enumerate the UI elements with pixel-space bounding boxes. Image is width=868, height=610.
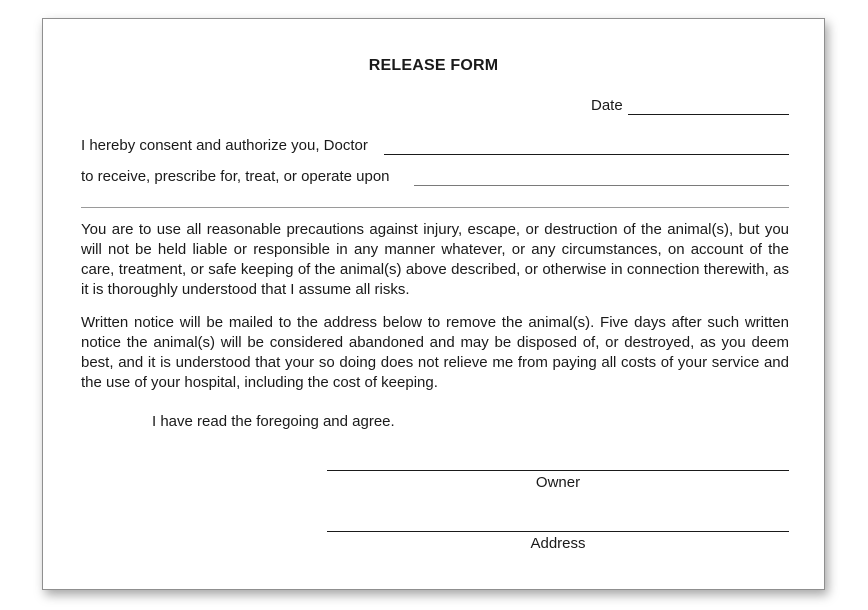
receive-label: to receive, prescribe for, treat, or operate upon: [81, 168, 390, 185]
animal-field[interactable]: [81, 168, 789, 188]
notice-paragraph: Written notice will be mailed to the address below to remove the animal(s). Five days after such written notice the animal(s) will be considered abandoned and may be disposed of, or destroyed, as you deem best, and it is understood that your so doing does not relieve me from paying all costs of your service and the use of your hospital, including the cost of keeping.: [81, 314, 789, 391]
animal-blank-line[interactable]: [414, 185, 789, 186]
doctor-blank-line[interactable]: [384, 154, 789, 155]
doctor-label: I hereby consent and authorize you, Doctor: [81, 137, 368, 154]
date-blank-line[interactable]: [628, 114, 789, 115]
section-divider: [81, 207, 789, 208]
address-line[interactable]: [327, 531, 789, 532]
release-form-sheet: [42, 18, 825, 590]
doctor-field[interactable]: [81, 137, 789, 157]
address-label: Address: [530, 535, 586, 552]
address-field[interactable]: [327, 531, 789, 552]
liability-paragraph: You are to use all reasonable precautions against injury, escape, or destruction of the animal(s), but you will not be held liable or responsible in any manner whatever, or any circumstances, on account of the care, treatment, or safe keeping of the animal(s) above described, or otherwise in connection therewith, as it is thoroughly understood that I assume all risks.: [81, 221, 789, 298]
owner-signature-line[interactable]: [327, 470, 789, 471]
owner-label: Owner: [535, 474, 581, 491]
date-label: Date: [591, 97, 623, 114]
agreement-statement: I have read the foregoing and agree.: [152, 413, 395, 430]
form-title: RELEASE FORM: [368, 57, 499, 74]
date-field[interactable]: [591, 97, 789, 117]
owner-signature-field[interactable]: [327, 470, 789, 491]
